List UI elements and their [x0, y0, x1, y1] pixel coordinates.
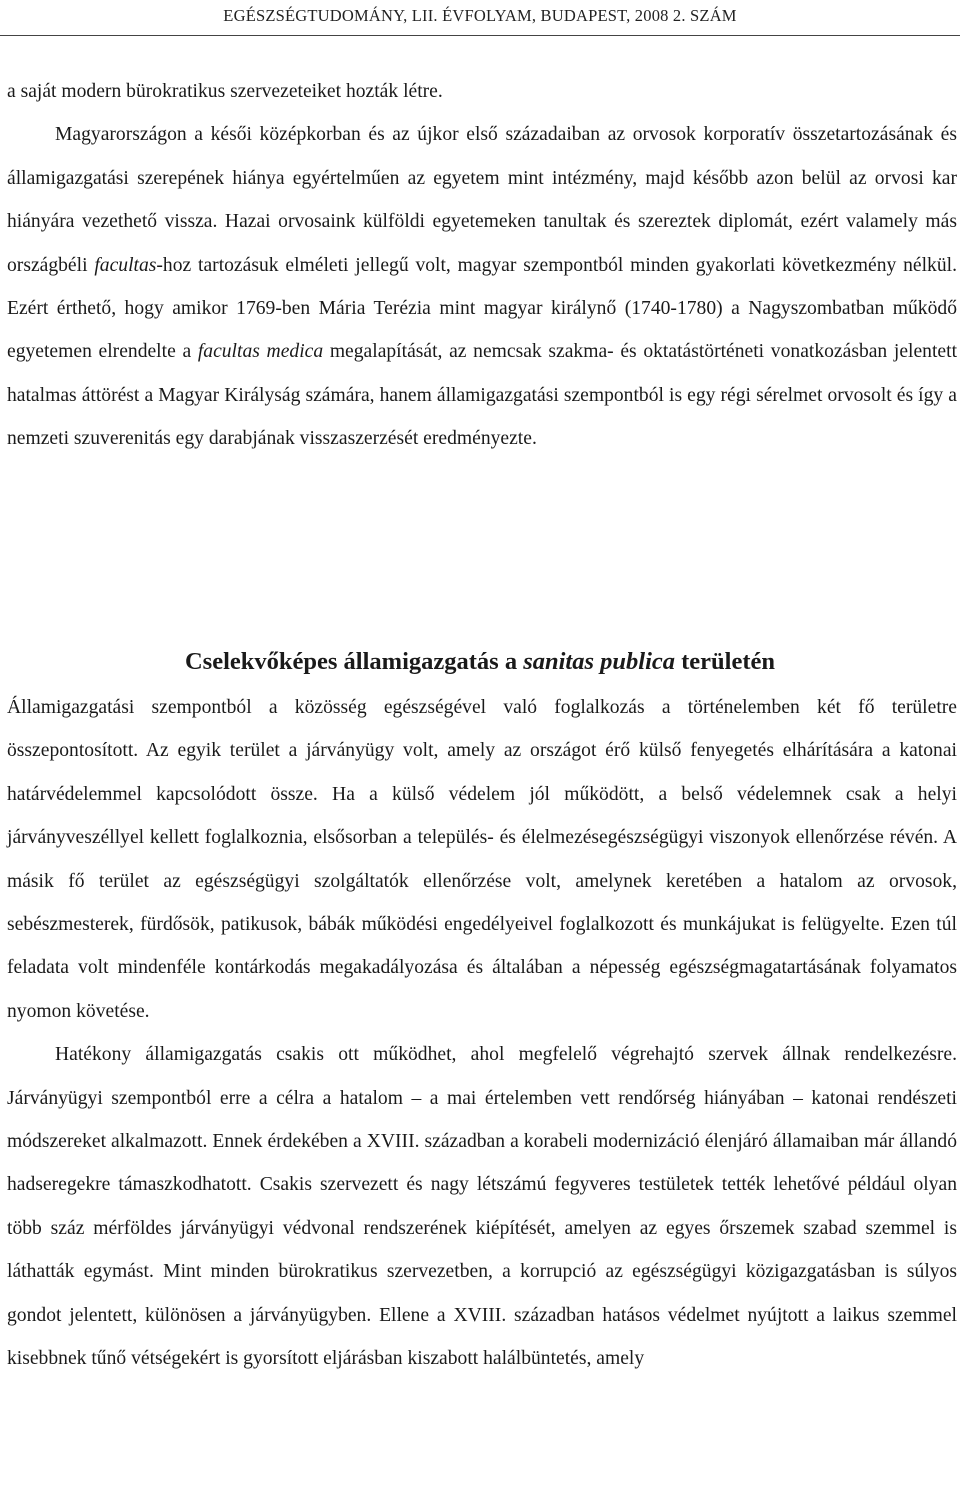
paragraph-continuation: a saját modern bürokratikus szervezeteiket hozták létre. [7, 81, 443, 102]
header-rule [0, 35, 960, 36]
italic-term: facultas medica [197, 341, 324, 363]
paragraph-universities [7, 113, 957, 460]
paragraph-administration: Hatékony államigazgatás csakis ott működhet, ahol megfelelő végrehajtó szervek állnak rendelkezésre. Járványügyi szempontból erre a célra a hatalom – a mai értelemben vett rendőrség hiányában – katonai rendészeti módszereket alkalmazott. Ennek érdekében a XVIII. században a korabeli modernizáció élenjáró államaiban már állandó hadseregekre támaszkodhatott. Csakis szervezett és nagy létszámú fegyveres testületek tették lehetővé például olyan több száz mérföldes járványügyi védvonal rendszerének kiépítését, amelyen az egyes őrszemek szabad szemmel is láthatták egymást. Mint minden bürokratikus szervezetben, a korrupció az egészségügyi közigazgatásban is súlyos gondot jelentett, különösen a járványügyben. Ellene a XVIII. században hatásos védelmet nyújtott a laikus szemmel kisebbnek tűnő vétségekért is gyorsított eljárásban kiszabott halálbüntetés, amely [7, 1044, 957, 1370]
italic-term: facultas [94, 254, 157, 276]
running-header: EGÉSZSÉGTUDOMÁNY, LII. ÉVFOLYAM, BUDAPEST, 2008 2. SZÁM [223, 6, 737, 25]
body-text-bottom [7, 686, 957, 1381]
paragraph-public-health-areas: Államigazgatási szempontból a közösség egészségével való foglalkozás a történelemben két fő területre összepontosított. Az egyik terület a járványügy volt, amely az országot érő külső fenyegetés elhárítására a katonai határvédelemmel kapcsolódott össze. Ha a külső védelem jól működött, a belső védelemnek csak a helyi járványveszéllyel kellett foglalkoznia, elsősorban a település- és élelmezésegészségügyi viszonyok ellenőrzése révén. A másik fő terület az egészségügyi szolgáltatók ellenőrzése volt, amelynek keretében a hatalom az orvosok, sebészmesterek, fürdősök, patikusok, bábák működési engedélyeivel foglalkozott és munkájukat is felügyelte. Ezen túl feladata volt mindenféle kontárkodás megakadályozása és általában a népesség egészségmagatartásának folyamatos nyomon követése. [7, 697, 957, 1022]
heading-italic-term: sanitas publica [523, 648, 676, 675]
section-heading [0, 640, 960, 684]
text-run: megalapítását, az nemcsak szakma- és oktatástörténeti vonatkozásban jelentett hatalmas áttörést a Magyar Királyság számára, hanem államigazgatási szempontból is egy régi sérelmet orvosolt és így a nemzeti szuverenitás egy darabjának visszaszerzését eredményezte. [7, 341, 958, 450]
text-run: Magyarországon a késői középkorban és az újkor első századaiban az orvosok korporatív összetartozásának és államigazgatási szerepének hiánya egyértelműen az egyetem mint intézmény, majd később azon belül az orvosi kar hiányára vezethető vissza. Hazai orvosaink külföldi egyetemeken tanultak és szereztek diplomát, ezért valamely más országbéli [7, 124, 957, 276]
body-text-top [7, 70, 957, 461]
heading-text: területén [675, 648, 776, 675]
text-run: -hoz tartozásuk elméleti jellegű volt, magyar szempontból minden gyakorlati következmény nélkül. Ezért érthető, hogy amikor 1769-ben Mária Terézia mint magyar királynő (1740-1780) a Nagyszombatban működő egyetemen elrendelte a [7, 254, 957, 363]
heading-text: Cselekvőképes államigazgatás a [184, 648, 524, 675]
